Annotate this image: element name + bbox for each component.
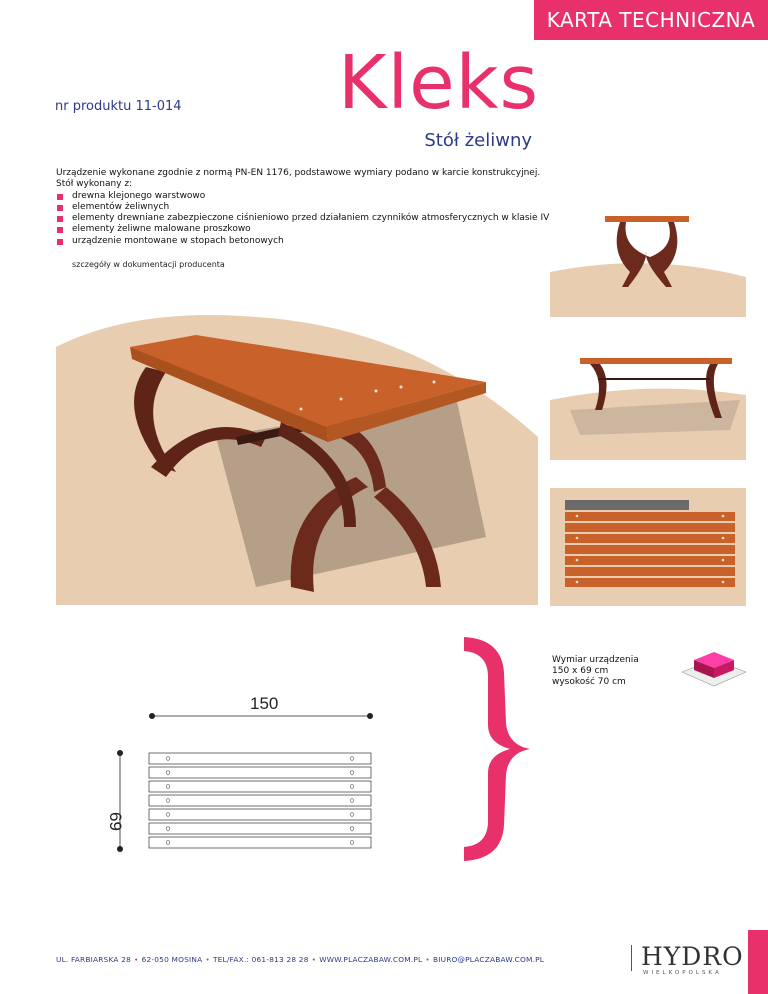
footer-separator: •	[425, 955, 430, 964]
document-type-badge: KARTA TECHNICZNA	[534, 0, 768, 40]
product-name: Kleks	[338, 40, 540, 126]
footer-address: UL. FARBIARSKA 28	[56, 955, 132, 964]
footer-separator: •	[205, 955, 210, 964]
table-front-view	[550, 212, 746, 317]
materials-list-item: elementy żeliwne malowane proszkowo	[56, 224, 576, 235]
materials-list-item: elementy drewniane zabezpieczone ciśnieniowo przed działaniem czynników atmosferycznych w klasie IV	[56, 213, 576, 224]
materials-list-item: urządzenie montowane w stopach betonowych	[56, 236, 576, 247]
company-logo	[625, 942, 744, 976]
dimensions-size: 150 x 69 cm	[552, 666, 609, 676]
technical-plan-drawing	[100, 690, 400, 860]
product-number: nr produktu 11-014	[55, 99, 182, 114]
table-main-render	[56, 287, 538, 605]
logo-divider	[631, 945, 632, 971]
details-note: szczegóły w dokumentacji producenta	[72, 260, 225, 269]
footer-web-link[interactable]: WWW.PLACZABAW.COM.PL	[319, 955, 423, 964]
dimensions-info	[552, 655, 639, 688]
product-subtitle: Stół żeliwny	[424, 130, 532, 151]
table-side-view	[550, 350, 746, 460]
dimensions-title: Wymiar urządzenia	[552, 655, 639, 665]
logo-name: HYDRO	[641, 942, 744, 971]
description-made-of-label: Stół wykonany z:	[56, 179, 133, 190]
materials-list-item: drewna klejonego warstwowo	[56, 191, 576, 202]
footer-separator: •	[134, 955, 139, 964]
logo-subtitle: WIELKOPOLSKA	[643, 970, 722, 976]
footer-separator: •	[311, 955, 317, 964]
table-top-view	[550, 488, 746, 606]
product-description	[56, 168, 576, 247]
drawing-width-label: 150	[250, 694, 279, 713]
footer-phone: TEL/FAX.: 061-813 28 28	[212, 955, 309, 964]
footprint-icon	[680, 648, 748, 688]
materials-list	[56, 191, 576, 247]
footer-postal: 62-050 MOSINA	[141, 955, 203, 964]
drawing-depth-label: 69	[106, 812, 125, 831]
corner-accent	[748, 930, 768, 994]
footer-email-link[interactable]: BIURO@PLACZABAW.COM.PL	[432, 955, 545, 964]
description-intro: Urządzenie wykonane zgodnie z normą PN-EN 1176, podstawowe wymiary podano w karcie konstrukcyjnej.	[56, 168, 541, 178]
decorative-brace	[452, 633, 532, 865]
materials-list-item: elementów żeliwnych	[56, 202, 576, 213]
dimensions-height: wysokość 70 cm	[552, 677, 626, 687]
contact-footer	[56, 955, 544, 964]
